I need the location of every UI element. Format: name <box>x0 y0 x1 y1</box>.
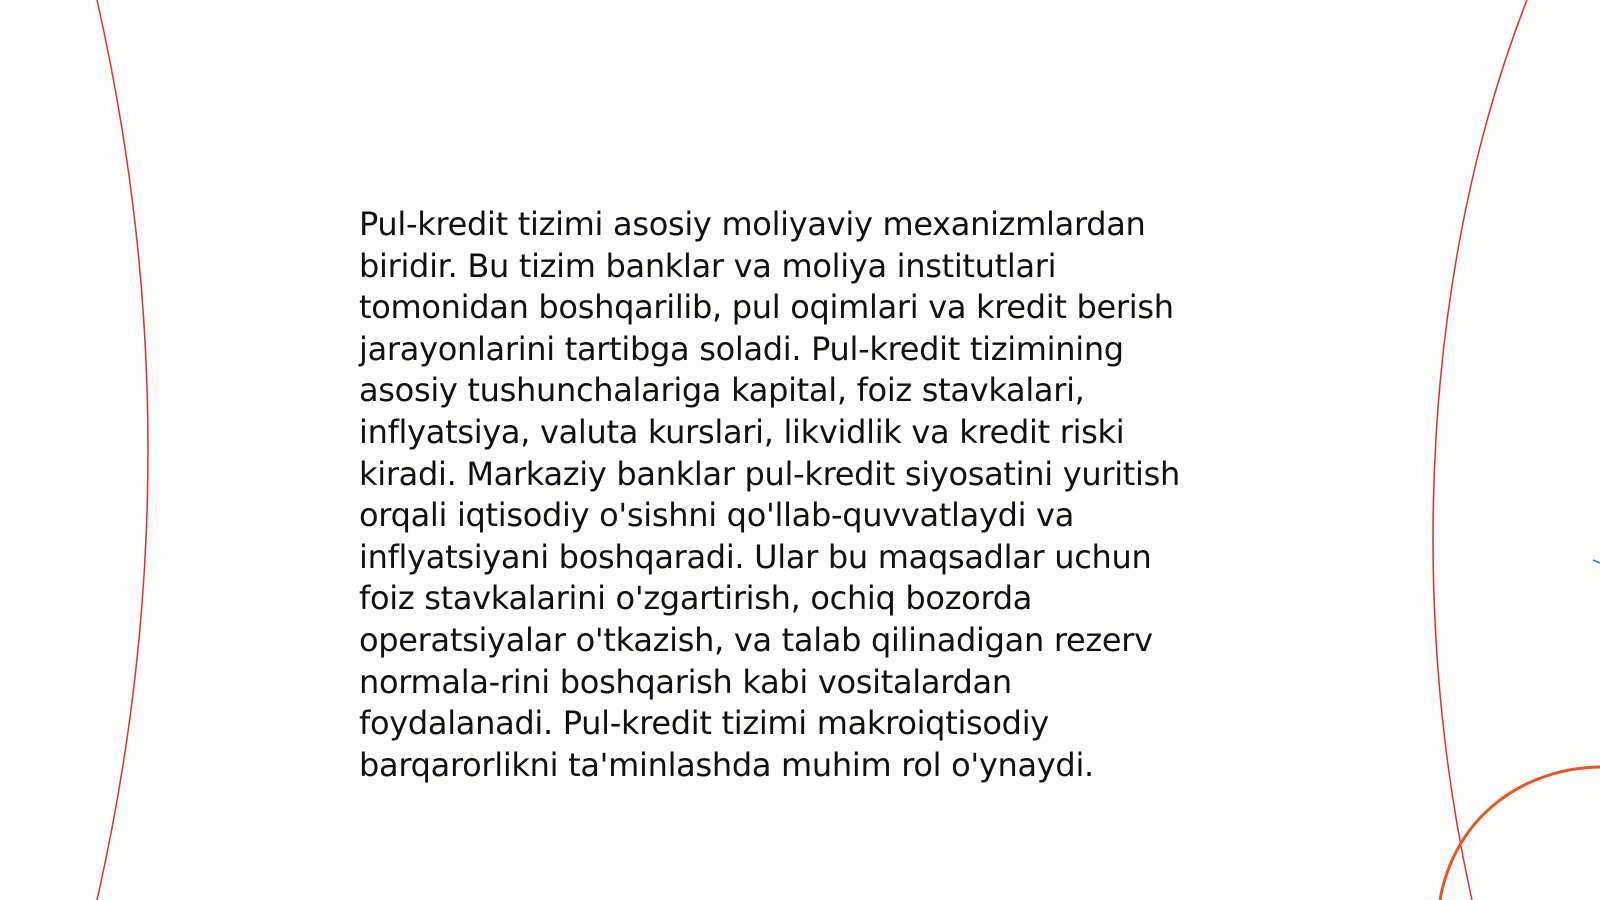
body-line: kiradi. Markaziy banklar pul-kredit siyosatini yuritish <box>359 454 1180 493</box>
body-line: jarayonlarini tartibga soladi. Pul-kredit tizimining <box>359 329 1124 368</box>
body-line: operatsiyalar o'tkazish, va talab qilinadigan rezerv <box>359 620 1153 659</box>
body-line: tomonidan boshqarilib, pul oqimlari va kredit berish <box>359 288 1174 327</box>
blue-accent-tick <box>1593 560 1600 563</box>
body-line: inflyatsiya, valuta kurslari, likvidlik va kredit riski <box>359 412 1125 451</box>
right-curve-line <box>1433 0 1527 900</box>
body-line: Pul-kredit tizimi asosiy moliyaviy mexanizmlardan <box>359 205 1146 243</box>
body-line: foiz stavkalarini o'zgartirish, ochiq bozorda <box>359 579 1033 618</box>
body-line: barqarorlikni ta'minlashda muhim rol o'ynaydi. <box>359 745 1094 784</box>
body-line: asosiy tushunchalariga kapital, foiz stavkalari, <box>359 371 1085 410</box>
orange-accent-arc <box>1440 767 1600 900</box>
body-line: normala-rini boshqarish kabi vositalardan <box>359 662 1012 701</box>
left-curve-line <box>97 0 148 900</box>
body-line: biridir. Bu tizim banklar va moliya institutlari <box>359 246 1057 285</box>
body-line: foydalanadi. Pul-kredit tizimi makroiqtisodiy <box>359 704 1049 743</box>
body-paragraph <box>359 204 1229 786</box>
body-line: orqali iqtisodiy o'sishni qo'llab-quvvatlaydi va <box>359 496 1075 535</box>
body-line: inflyatsiyani boshqaradi. Ular bu maqsadlar uchun <box>359 537 1152 576</box>
